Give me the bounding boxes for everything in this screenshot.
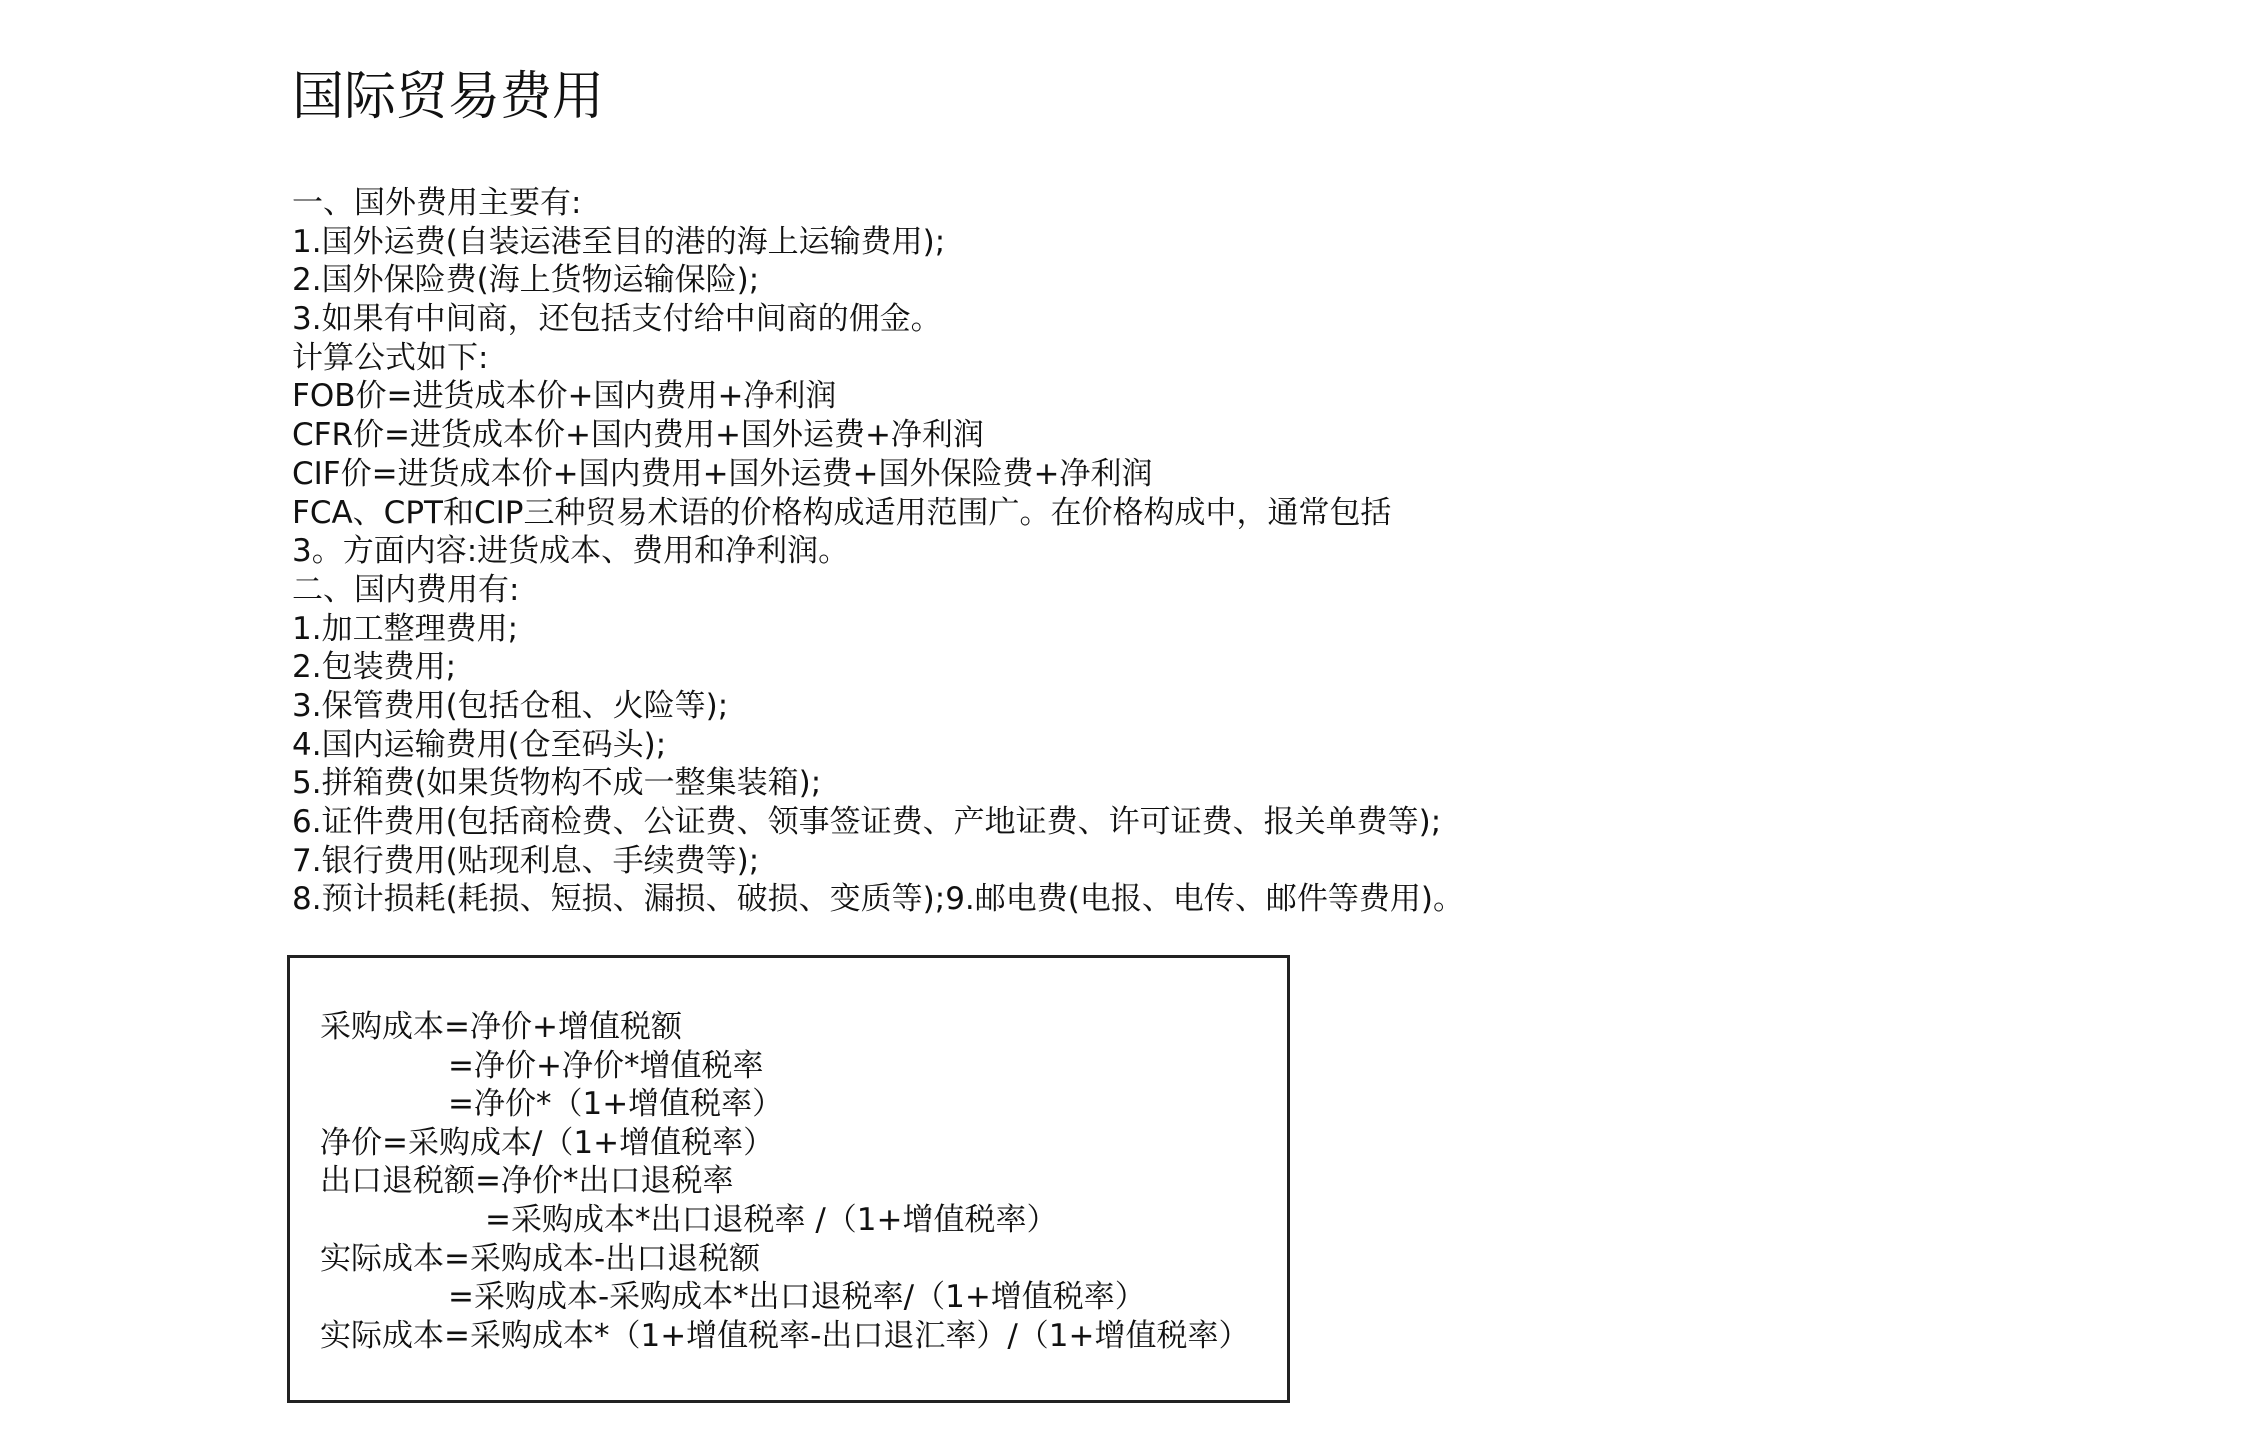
list-item: 6.证件费用(包括商检费、公证费、领事签证费、产地证费、许可证费、报关单费等); <box>292 804 1442 840</box>
formula-lines <box>320 1008 1250 1355</box>
formula-box <box>287 955 1290 1403</box>
list-item: 1.加工整理费用; <box>292 610 519 647</box>
formula-line: 实际成本=采购成本-出口退税额 <box>320 1240 761 1277</box>
list-item: 1.国外运费(自装运港至目的港的海上运输费用); <box>292 223 946 260</box>
formula-line: 实际成本=采购成本*（1+增值税率-出口退汇率）/（1+增值税率） <box>320 1317 1250 1354</box>
formula-line: 采购成本=净价+增值税额 <box>320 1009 682 1045</box>
list-item: 2.国外保险费(海上货物运输保险); <box>292 262 760 299</box>
formula-line: =采购成本*出口退税率 /（1+增值税率） <box>485 1201 1058 1238</box>
document-body <box>292 184 2092 919</box>
paragraph-line: FCA、CPT和CIP三种贸易术语的价格构成适用范围广。在价格构成中，通常包括 <box>292 494 1392 531</box>
formula-line: =净价*（1+增值税率） <box>448 1086 784 1123</box>
list-item: 7.银行费用(贴现利息、手续费等); <box>292 842 760 879</box>
section-heading-foreign-costs: 一、国外费用主要有: <box>292 185 582 221</box>
formula-fob: FOB价=进货成本价+国内费用+净利润 <box>292 378 837 415</box>
formula-line: =净价+净价*增值税率 <box>448 1047 764 1084</box>
formula-line: 净价=采购成本/（1+增值税率） <box>320 1124 775 1161</box>
page-title: 国际贸易费用 <box>292 67 605 127</box>
list-item: 2.包装费用; <box>292 649 457 686</box>
section-heading-domestic-costs: 二、国内费用有: <box>292 571 520 608</box>
paragraph-line: 3。方面内容:进货成本、费用和净利润。 <box>292 533 850 570</box>
formula-line: 出口退税额=净价*出口退税率 <box>320 1163 734 1200</box>
formula-cfr: CFR价=进货成本价+国内费用+国外运费+净利润 <box>292 417 984 454</box>
formula-intro: 计算公式如下: <box>292 339 489 376</box>
list-item: 3.如果有中间商，还包括支付给中间商的佣金。 <box>292 301 942 338</box>
list-item: 8.预计损耗(耗损、短损、漏损、破损、变质等);9.邮电费(电报、电传、邮件等费用)。 <box>292 881 1464 918</box>
list-item: 3.保管费用(包括仓租、火险等); <box>292 687 729 724</box>
formula-cif: CIF价=进货成本价+国内费用+国外运费+国外保险费+净利润 <box>292 455 1153 492</box>
list-item: 4.国内运输费用(仓至码头); <box>292 726 667 763</box>
list-item: 5.拼箱费(如果货物构不成一整集装箱); <box>292 765 822 802</box>
formula-line: =采购成本-采购成本*出口退税率/（1+增值税率） <box>448 1279 1146 1316</box>
